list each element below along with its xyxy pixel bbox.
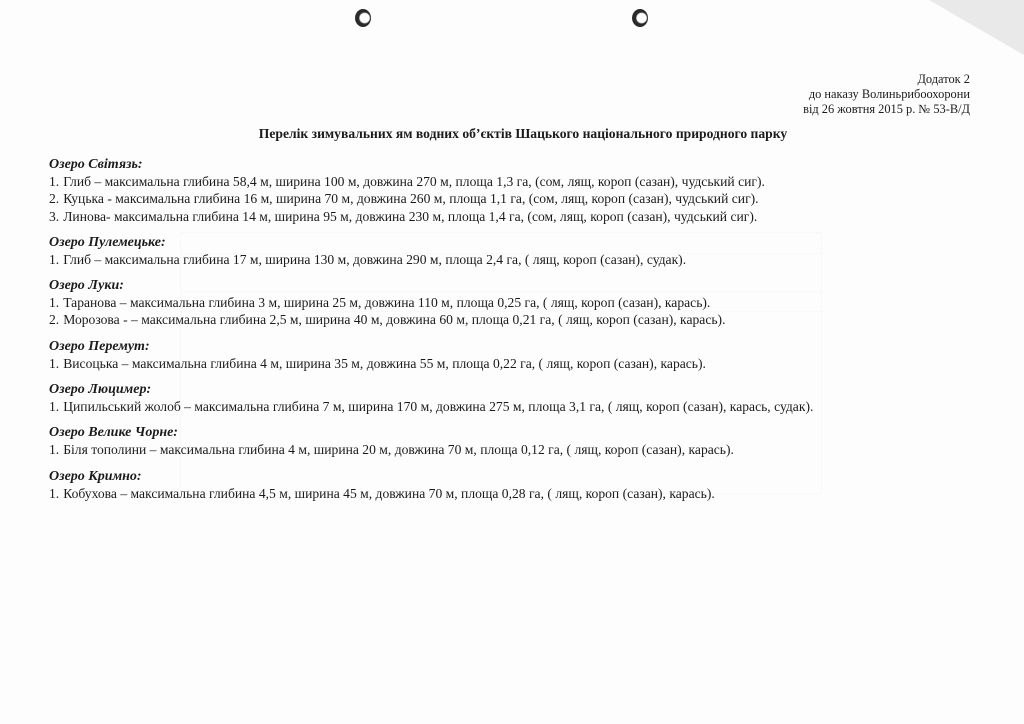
- pit-entry: [49, 398, 979, 415]
- pit-entry: [49, 355, 979, 372]
- entry-number: 1.: [49, 355, 60, 371]
- pit-entry: [49, 208, 979, 225]
- lakes-list: [49, 156, 979, 511]
- lake-name: Озеро Луки:: [49, 278, 124, 294]
- pit-entry: [49, 311, 979, 328]
- pit-entry: [49, 251, 979, 268]
- folded-corner: [929, 0, 1024, 55]
- entry-number: 1.: [49, 399, 60, 415]
- lake-name: Озеро Люцимер:: [49, 382, 152, 398]
- pit-entry: [49, 294, 979, 311]
- appendix-note: [803, 72, 970, 117]
- lake-name: Озеро Перемут:: [49, 338, 150, 354]
- entry-number: 3.: [49, 208, 60, 224]
- entry-number: 1.: [49, 251, 60, 267]
- entry-text: Морозова - – максимальна глибина 2,5 м, ширина 40 м, довжина 60 м, площа 0,21 га, ( лящ, короп (сазан), карась).: [63, 312, 726, 328]
- entry-number: 1.: [49, 442, 60, 458]
- appendix-line: Додаток 2: [917, 72, 970, 86]
- pit-entry: [49, 441, 979, 458]
- lake-section: [49, 424, 979, 458]
- lake-section: [49, 156, 979, 225]
- entry-text: Ципильський жолоб – максимальна глибина 7 м, ширина 170 м, довжина 275 м, площа 3,1 га, ( лящ, короп (сазан), карась, судак).: [63, 399, 814, 415]
- lake-name: Озеро Світязь:: [49, 157, 143, 172]
- appendix-line: до наказу Волиньрибоохорони: [808, 87, 970, 101]
- entry-number: 2.: [49, 191, 60, 207]
- entry-text: Кобухова – максимальна глибина 4,5 м, ширина 45 м, довжина 70 м, площа 0,28 га, ( лящ, короп (сазан), карась).: [63, 485, 715, 501]
- entry-number: 1.: [49, 174, 60, 189]
- entry-number: 1.: [49, 295, 60, 311]
- punch-hole: [355, 9, 371, 27]
- lake-section: [49, 338, 979, 372]
- pit-entry: [49, 173, 979, 190]
- entry-text: Линова- максимальна глибина 14 м, ширина 95 м, довжина 230 м, площа 1,4 га, (сом, лящ, короп (сазан), чудський сиг).: [63, 208, 758, 224]
- entry-text: Куцька - максимальна глибина 16 м, ширина 70 м, довжина 260 м, площа 1,1 га, (сом, лящ, короп (сазан), чудський сиг).: [63, 191, 759, 207]
- entry-text: Біля тополини – максимальна глибина 4 м, ширина 20 м, довжина 70 м, площа 0,12 га, ( лящ, короп (сазан), карась).: [63, 442, 734, 458]
- lake-name: Озеро Велике Чорне:: [49, 425, 178, 441]
- appendix-line: від 26 жовтня 2015 р. № 53-В/Д: [803, 102, 970, 116]
- lake-section: [49, 277, 979, 329]
- lake-name: Озеро Пулемецьке:: [49, 234, 166, 250]
- pit-entry: [49, 485, 979, 502]
- lake-name: Озеро Кримно:: [49, 468, 142, 484]
- lake-section: [49, 468, 979, 502]
- lake-section: [49, 234, 979, 268]
- entry-text: Таранова – максимальна глибина 3 м, ширина 25 м, довжина 110 м, площа 0,25 га, ( лящ, короп (сазан), карась).: [63, 295, 711, 311]
- punch-hole: [632, 9, 648, 27]
- entry-text: Глиб – максимальна глибина 17 м, ширина 130 м, довжина 290 м, площа 2,4 га, ( лящ, короп (сазан), судак).: [63, 251, 687, 267]
- lake-section: [49, 381, 979, 415]
- entry-text: Глиб – максимальна глибина 58,4 м, ширина 100 м, довжина 270 м, площа 1,3 га, (сом, лящ, короп (сазан), чудський сиг).: [63, 174, 765, 189]
- entry-text: Висоцька – максимальна глибина 4 м, ширина 35 м, довжина 55 м, площа 0,22 га, ( лящ, короп (сазан), карась).: [63, 355, 706, 371]
- pit-entry: [49, 190, 979, 207]
- entry-number: 1.: [49, 485, 60, 501]
- document-title: Перелік зимувальних ям водних об’єктів Шацького національного природного парку: [258, 126, 788, 141]
- entry-number: 2.: [49, 312, 60, 328]
